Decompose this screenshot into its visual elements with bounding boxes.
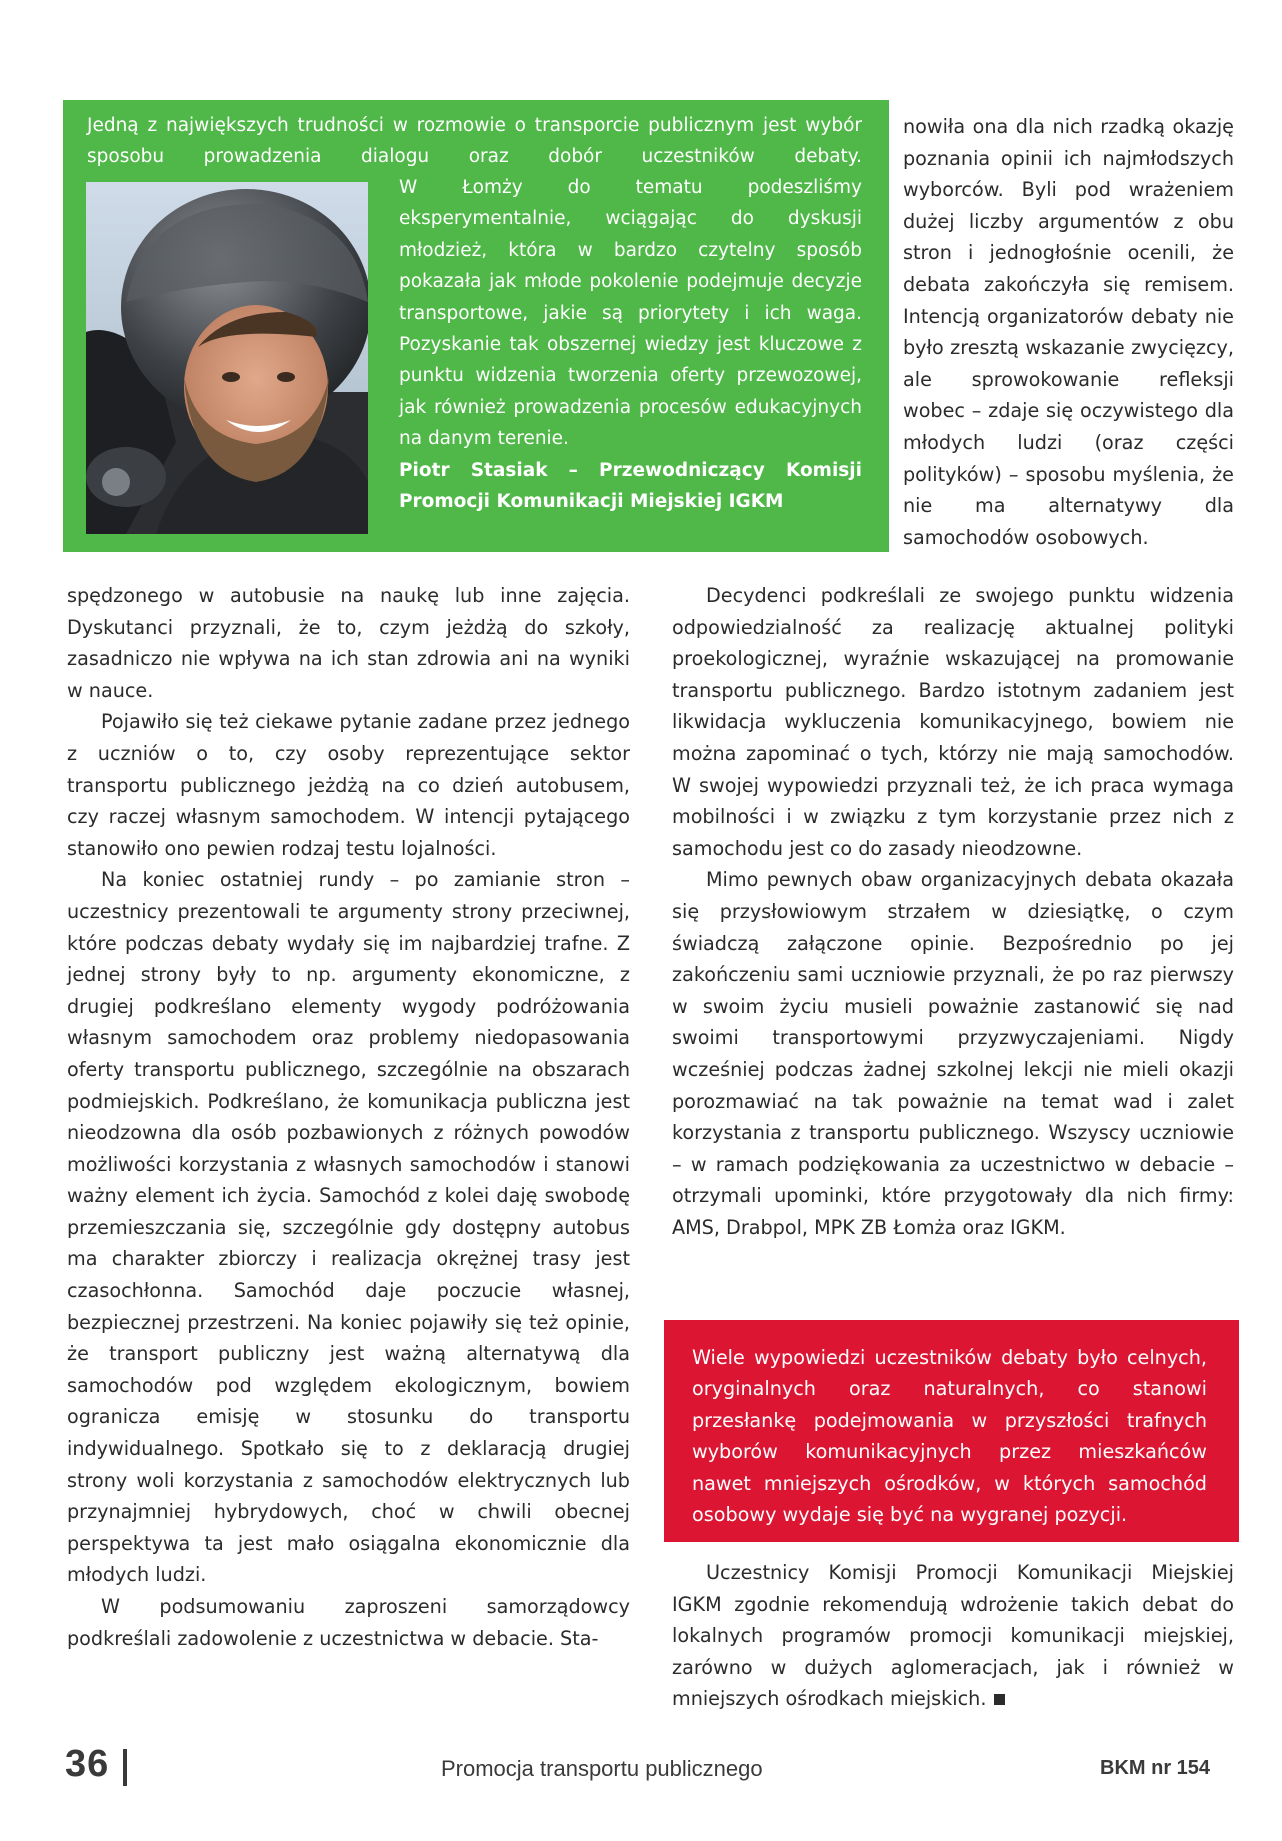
right-top-paragraph: nowiła ona dla nich rzadką okazję poznania opinii ich najmłodszych wyborców. Byli pod wrażeniem dużej liczby argumentów z obu stron i jednogłośnie ocenili, że debata zakończyła się remisem. Intencją organizatorów debaty nie było zresztą wskazanie zwycięzcy, ale sprowokowanie refleksji wobec – zdaje się oczywistego dla młodych ludzi (oraz części polityków) – sposobu myślenia, że nie ma alternatywy dla samochodów osobowych. bbox=[903, 115, 1234, 549]
quote-author: Piotr Stasiak – Przewodniczący Komisji Promocji Komunikacji Miejskiej IGKM bbox=[399, 459, 862, 513]
end-of-article-mark bbox=[994, 1694, 1005, 1705]
right-paragraph: Decydenci podkreślali ze swojego punktu widzenia odpowiedzialność za realizację aktualnej polityki proekologicznej, wyraźnie wskazującej na promowanie transportu publicznego. Bardzo istotnym zadaniem jest likwidacja wykluczenia komunikacyjnego, bowiem nie można zapominać o tych, którzy nie mają samochodów. W swojej wypowiedzi przyznali też, że ich praca wymaga mobilności i w związku z tym korzystanie przez nich z samochodu jest co do zasady nieodzowne. bbox=[672, 584, 1234, 860]
left-paragraph: Pojawiło się też ciekawe pytanie zadane przez jednego z uczniów o to, czy osoby reprezentujące sektor transportu publicznego jeżdżą na co dzień autobusem, czy raczej własnym samochodem. W intencji pytającego stanowiło ono pewien rodzaj testu lojalności. bbox=[67, 710, 630, 860]
left-paragraph: W podsumowaniu zaproszeni samorządowcy podkreślali zadowolenie z uczestnictwa w debacie. Sta- bbox=[67, 1595, 630, 1650]
green-quote-box bbox=[63, 100, 889, 552]
green-box-intro: Jedną z największych trudności w rozmowie o transporcie publicznym jest wybór sposobu prowadzenia dialogu oraz dobór uczestników debaty. bbox=[87, 115, 862, 168]
red-box-text: Wiele wypowiedzi uczestników debaty było celnych, oryginalnych oraz naturalnych, co stanowi przesłankę podejmowania w przyszłości trafnych wyborów komunikacyjnych przez mieszkańców nawet mniejszych ośrodków, w których samochód osobowy wydaje się być na wygranej pozycji. bbox=[692, 1346, 1207, 1527]
left-paragraph: Na koniec ostatniej rundy – po zamianie stron – uczestnicy prezentowali te argumenty strony przeciwnej, które podczas debaty wydały się im najbardziej trafne. Z jednej strony były to np. argumenty ekonomiczne, z drugiej podkreślano elementy wygody podróżowania własnym samochodem oraz problemy niedopasowania oferty transportu publicznego, szczególnie na obszarach podmiejskich. Podkreślano, że komunikacja publiczna jest nieodzowna dla osób pozbawionych z różnych powodów możliwości korzystania z własnych samochodów i stanowi ważny element ich życia. Samochód z kolei daję swobodę przemieszczania się, szczególnie gdy dostępny autobus ma charakter zbiorczy i realizacja okrężnej trasy jest czasochłonna. Samochód daje poczucie własnej, bezpiecznej przestrzeni. Na koniec pojawiły się też opinie, że transport publiczny jest ważną alternatywą dla samochodów pod względem ekologicznym, bowiem ogranicza emisję w stosunku do transportu indywidualnego. Spotkało się to z deklaracją drugiej strony woli korzystania z samochodów elektrycznych lub przynajmniej hybrydowych, choć w chwili obecnej perspektywa ta jest mało osiągalna ekonomicznie dla młodych ludzi. bbox=[67, 868, 630, 1587]
closing-paragraph bbox=[672, 1557, 1234, 1715]
footer-divider bbox=[123, 1749, 127, 1786]
right-paragraph: Mimo pewnych obaw organizacyjnych debata okazała się przysłowiowym strzałem w dziesiątkę, o czym świadczą załączone opinie. Bezpośrednio po jej zakończeniu sami uczniowie przyznali, że po raz pierwszy w swoim życiu musieli poważnie zastanowić się nad swoimi transportowymi przyzwyczajeniami. Nigdy wcześniej podczas żadnej szkolnej lekcji nie mieli okazji porozmawiać na tak poważnie na temat wad i zalet korzystania z transportu publicznego. Wszyscy uczniowie – w ramach podziękowania za uczestnictwo w debacie – otrzymali upominki, które przygotowały dla nich firmy: AMS, Drabpol, MPK ZB Łomża oraz IGKM. bbox=[672, 868, 1234, 1239]
motorcyclist-portrait-image bbox=[86, 182, 368, 534]
right-top-column bbox=[903, 111, 1234, 553]
page-number: 36 bbox=[65, 1743, 110, 1785]
author-photo bbox=[86, 182, 368, 534]
closing-column bbox=[672, 1557, 1234, 1715]
closing-paragraph-text: Uczestnicy Komisji Promocji Komunikacji Miejskiej IGKM zgodnie rekomendują wdrożenie takich debat do lokalnych programów promocji komunikacji miejskiej, zarówno w dużych aglomeracjach, jak i również w mniejszych ośrodkach miejskich. bbox=[672, 1561, 1234, 1711]
green-box-quote-block bbox=[399, 172, 862, 517]
red-highlight-box bbox=[664, 1320, 1239, 1542]
footer-section-title: Promocja transportu publicznego bbox=[441, 1756, 763, 1781]
left-paragraph: spędzonego w autobusie na naukę lub inne zajęcia. Dyskutanci przyznali, że to, czym jeżdżą do szkoły, zasadniczo nie wpływa na ich stan zdrowia ani na wyniki w nauce. bbox=[67, 584, 630, 702]
left-column bbox=[67, 580, 630, 1654]
right-column bbox=[672, 580, 1234, 1243]
footer-issue: BKM nr 154 bbox=[1100, 1757, 1211, 1779]
green-box-quote: W Łomży do tematu podeszliśmy eksperymentalnie, wciągając do dyskusji młodzież, która w bardzo czytelny sposób pokazała jak młode pokolenie podejmuje decyzje transportowe, jakie są priorytety i ich waga. Pozyskanie tak obszernej wiedzy jest kluczowe z punktu widzenia tworzenia oferty przewozowej, jak również prowadzenia procesów edukacyjnych na danym terenie. bbox=[399, 177, 862, 450]
